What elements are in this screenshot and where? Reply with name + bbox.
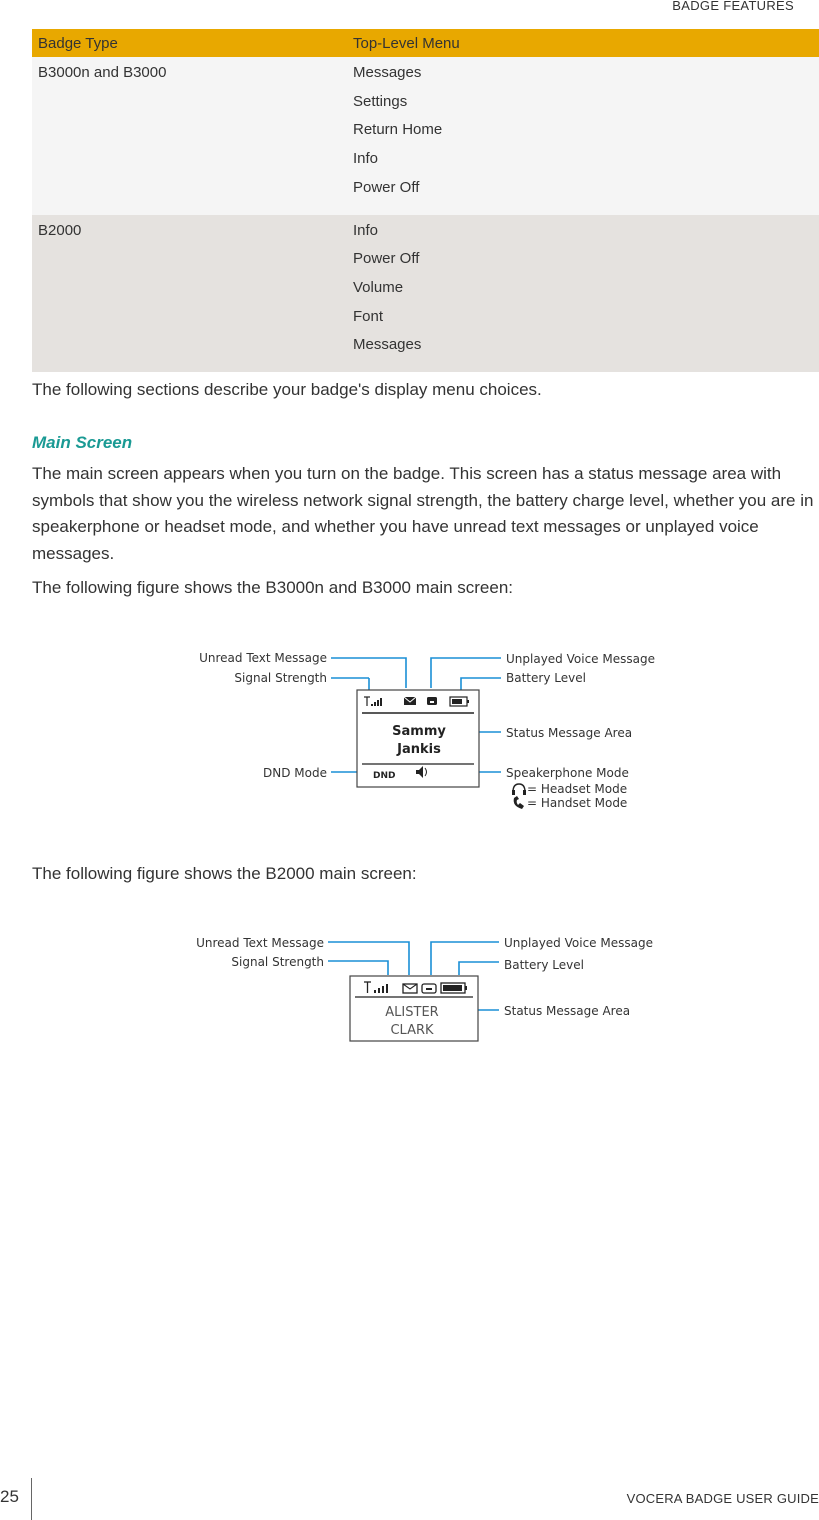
footer-divider: [31, 1478, 32, 1520]
label-signal-strength: Signal Strength: [234, 671, 327, 685]
main-screen-paragraph: The main screen appears when you turn on the badge. This screen has a status message area with symbols that show you the wireless network signal strength, the battery charge level, whether you are in speakerphone or headset mode, and whether you have unread text messages or unplayed voice messages.: [32, 464, 814, 563]
label-unread-text-message: Unread Text Message: [199, 651, 327, 665]
envelope-icon: [403, 984, 417, 993]
label-signal-strength: Signal Strength: [231, 955, 324, 969]
label-speakerphone-mode: Speakerphone Mode: [506, 766, 629, 780]
menu-item: Font: [353, 307, 384, 325]
label-unplayed-voice-message: Unplayed Voice Message: [504, 936, 653, 950]
label-unplayed-voice-message: Unplayed Voice Message: [506, 652, 655, 666]
label-handset-mode: = Handset Mode: [527, 796, 628, 810]
badge-type-label: B3000n and B3000: [38, 64, 167, 81]
menu-item: Info: [353, 150, 379, 168]
label-battery-level: Battery Level: [506, 671, 586, 685]
dnd-tag: DND: [373, 771, 396, 781]
menu-item: Volume: [353, 278, 404, 296]
voice-message-icon: [422, 984, 436, 993]
menu-item: Info: [353, 221, 379, 239]
screen-name-line2: Jankis: [397, 742, 441, 757]
menu-item: Messages: [353, 336, 422, 354]
table-header-badge-type: Badge Type: [32, 29, 332, 57]
figure2-caption: The following figure shows the B2000 main screen:: [32, 864, 417, 883]
label-status-message-area: Status Message Area: [504, 1004, 631, 1018]
menu-item: Return Home: [353, 121, 443, 139]
section-heading-main-screen: Main Screen: [32, 433, 133, 452]
running-header: BADGE FEATURES: [672, 0, 794, 13]
page-number: 25: [0, 1487, 19, 1506]
intro-paragraph: The following sections describe your badge's display menu choices.: [32, 380, 542, 399]
guide-title: VOCERA BADGE USER GUIDE: [626, 1491, 819, 1506]
screen-name-line1: Sammy: [392, 724, 446, 739]
table-header-top-level-menu: Top-Level Menu: [332, 29, 819, 57]
screen-name-line1: ALISTER: [385, 1005, 439, 1020]
figure1-caption: The following figure shows the B3000n and B3000 main screen:: [32, 578, 514, 597]
battery-icon: [441, 983, 467, 993]
label-status-message-area: Status Message Area: [506, 726, 633, 740]
menu-item: Settings: [353, 92, 408, 110]
menu-item: Messages: [353, 64, 422, 81]
menu-item: Power Off: [353, 250, 420, 268]
menu-item: Power Off: [353, 178, 420, 196]
badge-type-label: B2000: [38, 221, 82, 239]
label-unread-text-message: Unread Text Message: [196, 936, 324, 950]
label-battery-level: Battery Level: [504, 958, 584, 972]
label-dnd-mode: DND Mode: [263, 766, 327, 780]
screen-name-line2: CLARK: [390, 1023, 434, 1038]
label-headset-mode: = Headset Mode: [527, 782, 628, 796]
